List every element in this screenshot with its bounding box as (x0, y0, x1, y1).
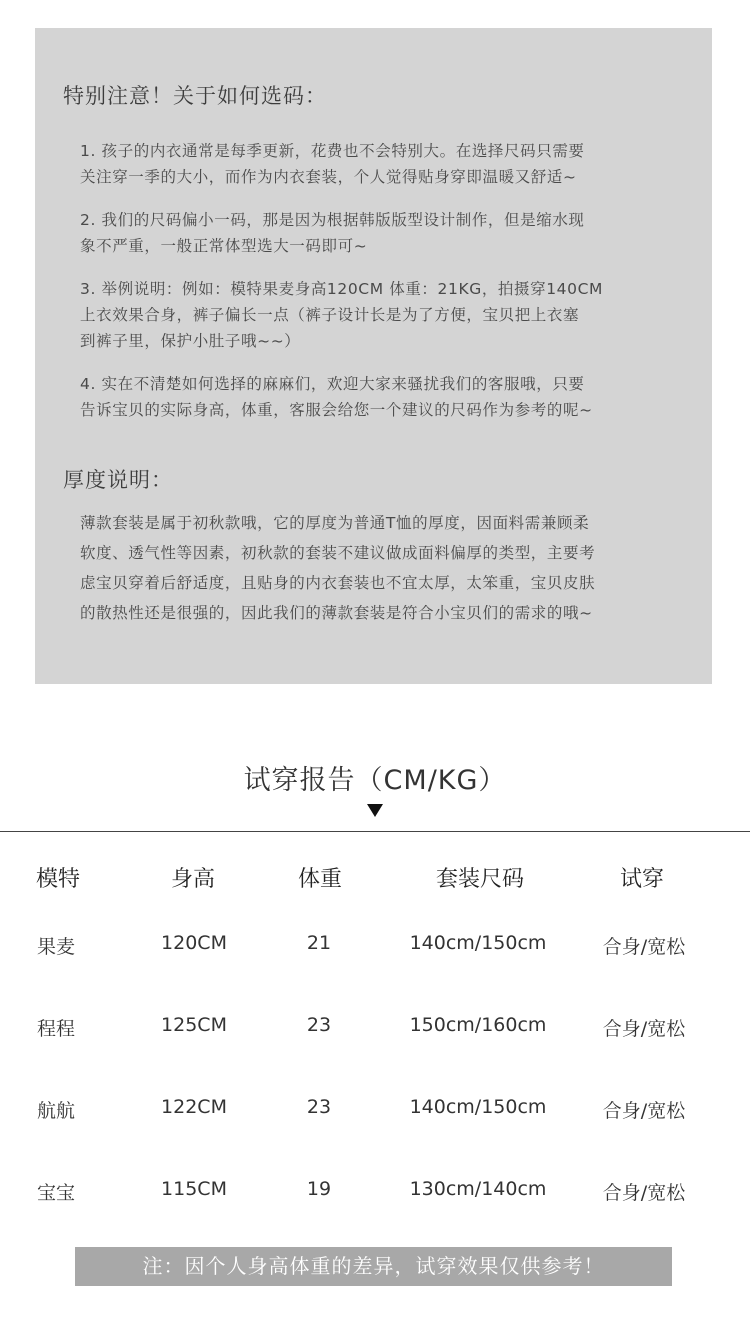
row-4-size: 130cm/140cm (409, 1178, 547, 1200)
header-size: 套装尺码 (435, 867, 525, 892)
row-4-fit: 合身/宽松 (602, 1182, 686, 1204)
row-4-weight: 19 (306, 1178, 332, 1200)
row-1-weight: 21 (306, 932, 332, 954)
size-notice-panel (35, 28, 712, 684)
header-weight: 体重 (297, 867, 343, 892)
row-1-height: 120CM (161, 932, 227, 954)
row-3-model: 航航 (36, 1100, 76, 1122)
thickness-text: 薄款套装是属于初秋款哦，它的厚度为普通T恤的厚度，因面料需兼顾柔 软度、透气性等因素，初秋款的套装不建议做成面料偏厚的类型，主要考 虑宝贝穿着后舒适度，且贴身的内衣套装也不宜太厚，太笨重，宝贝皮肤 的散热性还是很强的，因此我们的薄款套装是符合小宝贝们的需求的哦~ (80, 514, 596, 622)
row-4-height: 115CM (161, 1178, 227, 1200)
row-3-size: 140cm/150cm (409, 1096, 547, 1118)
row-2-model: 程程 (36, 1018, 76, 1040)
row-4-model: 宝宝 (36, 1182, 76, 1204)
row-3-fit: 合身/宽松 (602, 1100, 686, 1122)
row-2-size: 150cm/160cm (409, 1014, 547, 1036)
size-notice-title: 特别注意！关于如何选码： (63, 84, 327, 108)
row-1-model: 果麦 (36, 936, 76, 958)
thickness-title: 厚度说明： (63, 468, 173, 492)
down-triangle-icon (367, 804, 383, 817)
notice-item-2: 2. 我们的尺码偏小一码，那是因为根据韩版版型设计制作，但是缩水现 象不严重，一般正常体型选大一码即可~ (80, 211, 585, 255)
row-2-fit: 合身/宽松 (602, 1018, 686, 1040)
notice-item-3: 3. 举例说明：例如：模特果麦身高120CM 体重：21KG，拍摄穿140CM 上衣效果合身，裤子偏长一点（裤子设计长是为了方便，宝贝把上衣塞 到裤子里，保护小肚子哦~~） (80, 280, 604, 350)
row-2-weight: 23 (306, 1014, 332, 1036)
header-model: 模特 (35, 867, 81, 892)
row-2-height: 125CM (161, 1014, 227, 1036)
header-height: 身高 (170, 867, 216, 892)
fitting-report-title: 试穿报告（CM/KG） (243, 765, 507, 796)
header-fit: 试穿 (619, 867, 665, 892)
row-1-fit: 合身/宽松 (602, 936, 686, 958)
section-divider (0, 831, 750, 832)
notice-item-1: 1. 孩子的内衣通常是每季更新，花费也不会特别大。在选择尺码只需要 关注穿一季的大小，而作为内衣套装，个人觉得贴身穿即温暖又舒适~ (80, 142, 585, 186)
disclaimer-note: 注：因个人身高体重的差异，试穿效果仅供参考！ (75, 1247, 672, 1286)
row-3-weight: 23 (306, 1096, 332, 1118)
row-1-size: 140cm/150cm (409, 932, 547, 954)
notice-item-4: 4. 实在不清楚如何选择的麻麻们，欢迎大家来骚扰我们的客服哦，只要 告诉宝贝的实际身高，体重，客服会给您一个建议的尺码作为参考的呢~ (80, 375, 593, 419)
row-3-height: 122CM (161, 1096, 227, 1118)
